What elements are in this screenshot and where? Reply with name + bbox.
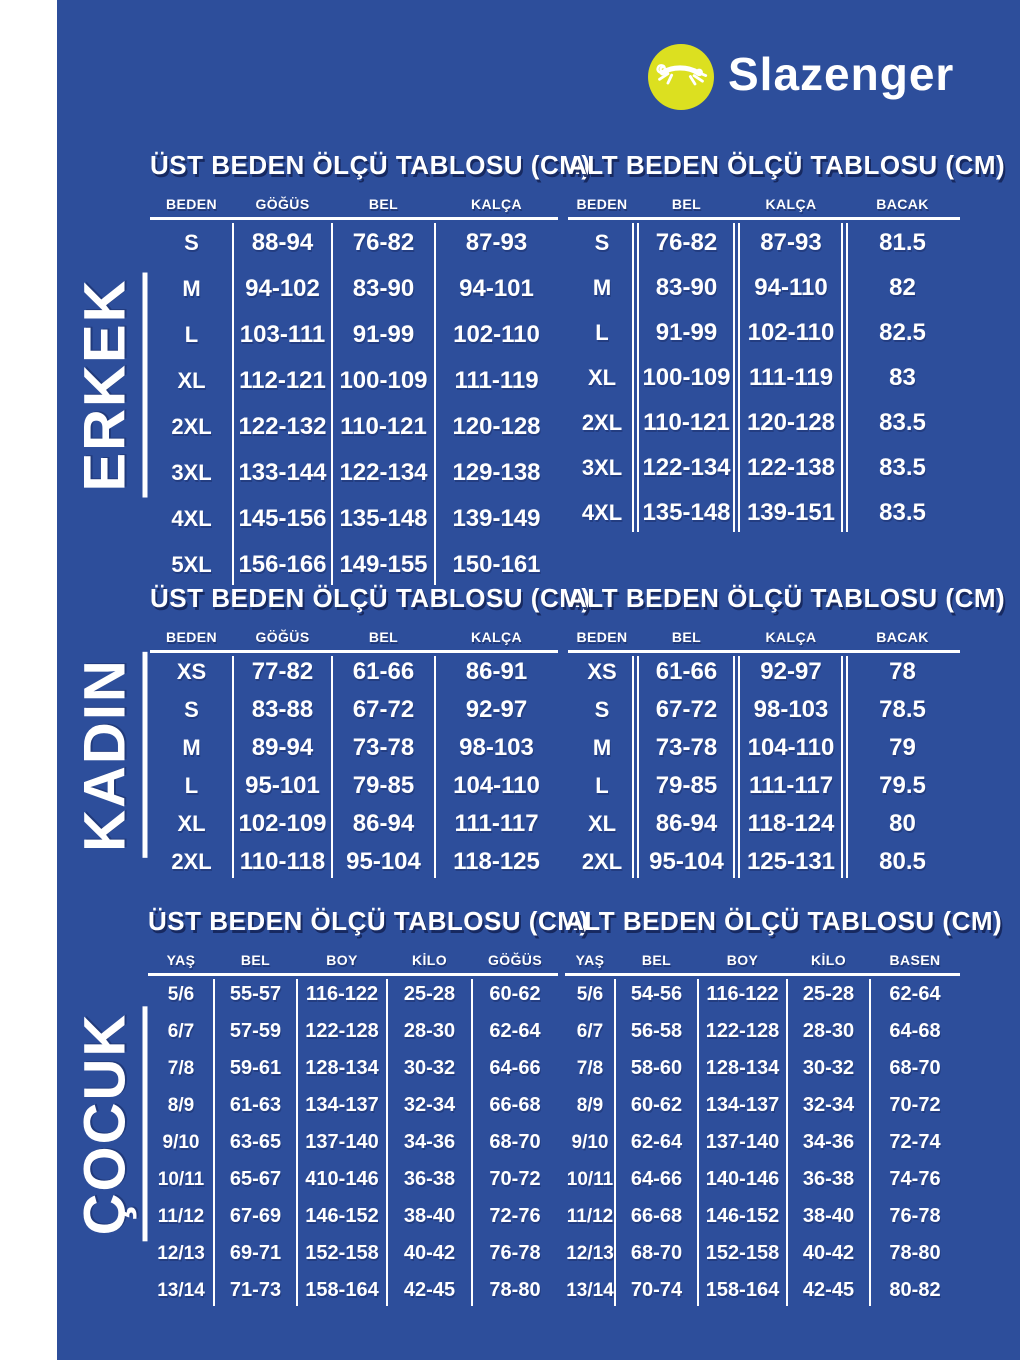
column-header: BEL bbox=[368, 629, 399, 646]
measure-cell: 98-103 bbox=[753, 696, 829, 724]
brand-wordmark: Slazenger bbox=[728, 48, 955, 100]
measure-cell: 68-70 bbox=[489, 1131, 541, 1154]
measure-cell: 65-67 bbox=[229, 1168, 282, 1191]
panther-icon bbox=[653, 60, 709, 94]
measure-cell: 140-146 bbox=[705, 1168, 780, 1191]
measure-cell: 112-121 bbox=[239, 367, 326, 395]
size-cell: 7/8 bbox=[576, 1057, 604, 1079]
measure-cell: 122-134 bbox=[642, 453, 731, 481]
measure-cell: 34-36 bbox=[403, 1131, 456, 1154]
size-cell: 6/7 bbox=[576, 1020, 604, 1042]
column-divider bbox=[869, 979, 871, 1306]
size-cell: 7/8 bbox=[167, 1057, 195, 1079]
measure-cell: 55-57 bbox=[229, 983, 282, 1006]
column-header: BEDEN bbox=[165, 196, 217, 213]
column-header: BEDEN bbox=[576, 629, 628, 646]
measure-cell: 111-119 bbox=[748, 363, 834, 391]
measure-cell: 158-164 bbox=[305, 1279, 379, 1302]
slazenger-logo bbox=[648, 44, 954, 110]
size-cell: M bbox=[592, 735, 612, 761]
measure-cell: 83 bbox=[889, 363, 916, 391]
size-cell: XS bbox=[176, 659, 207, 685]
column-header: KALÇA bbox=[765, 629, 817, 646]
column-header: KALÇA bbox=[765, 196, 817, 213]
column-header: KALÇA bbox=[471, 629, 522, 646]
table-title: ALT BEDEN ÖLÇÜ TABLOSU (CM) bbox=[565, 906, 1003, 936]
column-header: BEL bbox=[240, 952, 271, 969]
measure-cell: 118-125 bbox=[453, 848, 540, 876]
size-cell: L bbox=[184, 322, 199, 348]
size-cell: 9/10 bbox=[571, 1131, 609, 1153]
measure-cell: 120-128 bbox=[746, 408, 836, 436]
column-header: BEL bbox=[671, 196, 702, 213]
column-header: BASEN bbox=[889, 952, 941, 969]
measure-cell: 66-68 bbox=[630, 1205, 683, 1228]
measure-cell: 69-71 bbox=[229, 1242, 282, 1265]
measure-cell: 80-82 bbox=[889, 1279, 941, 1302]
measure-cell: 83-90 bbox=[352, 275, 415, 303]
measure-cell: 122-132 bbox=[238, 413, 327, 441]
measure-cell: 70-72 bbox=[489, 1168, 541, 1191]
measure-cell: 28-30 bbox=[802, 1020, 855, 1043]
measure-cell: 59-61 bbox=[229, 1057, 282, 1080]
measure-cell: 129-138 bbox=[452, 459, 541, 487]
measure-cell: 120-128 bbox=[452, 413, 541, 441]
measure-cell: 79-85 bbox=[352, 772, 415, 800]
size-cell: XL bbox=[177, 811, 206, 837]
measure-cell: 56-58 bbox=[630, 1020, 683, 1043]
measure-cell: 73-78 bbox=[352, 734, 415, 762]
size-cell: L bbox=[184, 773, 199, 799]
column-divider bbox=[232, 656, 234, 878]
column-divider bbox=[697, 979, 699, 1306]
column-header: BEDEN bbox=[165, 629, 217, 646]
table-body bbox=[568, 653, 960, 881]
size-cell: 11/12 bbox=[157, 1205, 205, 1227]
size-cell: 12/13 bbox=[566, 1242, 614, 1264]
measure-cell: 62-64 bbox=[630, 1131, 683, 1154]
measure-cell: 146-152 bbox=[305, 1205, 379, 1228]
column-divider bbox=[733, 223, 740, 532]
measure-cell: 42-45 bbox=[403, 1279, 456, 1302]
measure-cell: 91-99 bbox=[352, 321, 415, 349]
measure-cell: 103-111 bbox=[239, 321, 326, 349]
measure-cell: 118-124 bbox=[747, 810, 835, 838]
column-header: BACAK bbox=[876, 196, 929, 213]
column-divider bbox=[841, 656, 848, 878]
section-label-kadin: KADIN bbox=[77, 652, 148, 858]
section-label-erkek: ERKEK bbox=[77, 272, 148, 497]
measure-cell: 25-28 bbox=[403, 983, 456, 1006]
measure-cell: 86-94 bbox=[352, 810, 415, 838]
measure-cell: 122-134 bbox=[339, 459, 428, 487]
measure-cell: 410-146 bbox=[305, 1168, 379, 1191]
size-cell: 5/6 bbox=[576, 983, 604, 1005]
column-divider bbox=[296, 979, 298, 1306]
size-cell: 2XL bbox=[171, 414, 212, 440]
measure-cell: 128-134 bbox=[305, 1057, 379, 1080]
measure-cell: 80.5 bbox=[879, 848, 926, 876]
size-cell: 8/9 bbox=[167, 1094, 195, 1116]
measure-cell: 122-138 bbox=[746, 453, 836, 481]
measure-cell: 76-82 bbox=[352, 229, 415, 257]
measure-cell: 38-40 bbox=[403, 1205, 456, 1228]
size-cell: 5XL bbox=[171, 552, 212, 578]
column-divider bbox=[614, 979, 616, 1306]
column-header: BOY bbox=[326, 952, 358, 969]
measure-cell: 83.5 bbox=[879, 408, 926, 436]
table-kadin-alt bbox=[568, 583, 1006, 881]
measure-cell: 78 bbox=[889, 658, 916, 686]
size-cell: XL bbox=[587, 364, 617, 390]
size-cell: M bbox=[182, 735, 201, 761]
table-body bbox=[150, 653, 558, 881]
measure-cell: 70-74 bbox=[630, 1279, 683, 1302]
size-cell: S bbox=[594, 697, 610, 723]
measure-cell: 88-94 bbox=[251, 229, 314, 257]
measure-cell: 34-36 bbox=[802, 1131, 855, 1154]
measure-cell: 57-59 bbox=[229, 1020, 282, 1043]
table-header-row bbox=[148, 946, 558, 968]
table-header-row bbox=[150, 190, 558, 212]
column-divider bbox=[213, 979, 215, 1306]
measure-cell: 61-63 bbox=[229, 1094, 282, 1117]
table-title: ÜST BEDEN ÖLÇÜ TABLOSU (CM) bbox=[150, 150, 591, 180]
column-divider bbox=[331, 656, 333, 878]
column-header: GÖĞÜS bbox=[255, 629, 310, 646]
measure-cell: 135-148 bbox=[642, 498, 731, 526]
column-header: BEL bbox=[368, 196, 399, 213]
table-body bbox=[568, 220, 960, 535]
column-header: YAŞ bbox=[166, 952, 196, 969]
measure-cell: 94-102 bbox=[245, 275, 320, 303]
measure-cell: 79-85 bbox=[655, 772, 718, 800]
measure-cell: 38-40 bbox=[802, 1205, 855, 1228]
column-divider bbox=[632, 223, 639, 532]
measure-cell: 64-66 bbox=[489, 1057, 541, 1080]
table-header-row bbox=[150, 623, 558, 645]
measure-cell: 74-76 bbox=[889, 1168, 941, 1191]
measure-cell: 122-128 bbox=[305, 1020, 379, 1043]
measure-cell: 94-110 bbox=[754, 273, 828, 301]
measure-cell: 134-137 bbox=[305, 1094, 379, 1117]
column-divider bbox=[331, 223, 333, 585]
measure-cell: 110-121 bbox=[340, 413, 427, 441]
column-header: BOY bbox=[726, 952, 759, 969]
measure-cell: 64-66 bbox=[630, 1168, 683, 1191]
column-header: KALÇA bbox=[471, 196, 522, 213]
column-divider bbox=[841, 223, 848, 532]
column-divider bbox=[471, 979, 473, 1306]
table-header-row bbox=[568, 190, 960, 212]
measure-cell: 72-76 bbox=[489, 1205, 541, 1228]
table-erkek-alt bbox=[568, 150, 1006, 535]
size-cell: 6/7 bbox=[167, 1020, 195, 1042]
column-header: YAŞ bbox=[575, 952, 605, 969]
size-cell: 3XL bbox=[581, 454, 623, 480]
column-header: BEL bbox=[671, 629, 702, 646]
column-header: BACAK bbox=[876, 629, 929, 646]
size-cell: 2XL bbox=[581, 409, 623, 435]
table-title: ALT BEDEN ÖLÇÜ TABLOSU (CM) bbox=[568, 583, 1006, 613]
measure-cell: 61-66 bbox=[655, 658, 718, 686]
measure-cell: 54-56 bbox=[630, 983, 683, 1006]
measure-cell: 135-148 bbox=[339, 505, 428, 533]
measure-cell: 32-34 bbox=[403, 1094, 456, 1117]
measure-cell: 32-34 bbox=[802, 1094, 855, 1117]
measure-cell: 80 bbox=[889, 810, 916, 838]
size-cell: 8/9 bbox=[576, 1094, 604, 1116]
size-cell: S bbox=[594, 229, 610, 255]
measure-cell: 158-164 bbox=[705, 1279, 780, 1302]
measure-cell: 83.5 bbox=[879, 453, 926, 481]
measure-cell: 83-88 bbox=[251, 696, 314, 724]
measure-cell: 146-152 bbox=[705, 1205, 780, 1228]
measure-cell: 61-66 bbox=[352, 658, 415, 686]
measure-cell: 76-78 bbox=[889, 1205, 941, 1228]
measure-cell: 79 bbox=[889, 734, 916, 762]
size-cell: 4XL bbox=[171, 506, 212, 532]
measure-cell: 134-137 bbox=[705, 1094, 780, 1117]
size-cell: 9/10 bbox=[162, 1131, 200, 1153]
measure-cell: 42-45 bbox=[802, 1279, 855, 1302]
measure-cell: 110-118 bbox=[239, 848, 326, 876]
measure-cell: 76-78 bbox=[489, 1242, 541, 1265]
table-header-row bbox=[565, 946, 960, 968]
measure-cell: 111-117 bbox=[454, 810, 539, 838]
column-header: GÖĞÜS bbox=[487, 952, 543, 969]
measure-cell: 68-70 bbox=[630, 1242, 683, 1265]
size-cell: 11/12 bbox=[566, 1205, 614, 1227]
size-cell: 2XL bbox=[171, 849, 212, 875]
measure-cell: 28-30 bbox=[403, 1020, 456, 1043]
measure-cell: 111-119 bbox=[454, 367, 539, 395]
column-divider bbox=[386, 979, 388, 1306]
measure-cell: 40-42 bbox=[403, 1242, 456, 1265]
size-cell: S bbox=[184, 230, 199, 256]
measure-cell: 87-93 bbox=[760, 228, 822, 256]
measure-cell: 68-70 bbox=[889, 1057, 941, 1080]
measure-cell: 86-91 bbox=[465, 658, 528, 686]
measure-cell: 95-104 bbox=[649, 848, 724, 876]
measure-cell: 152-158 bbox=[705, 1242, 780, 1265]
section-label-cocuk: ÇOCUK bbox=[77, 1007, 148, 1242]
measure-cell: 25-28 bbox=[802, 983, 855, 1006]
logo-circle bbox=[648, 44, 714, 110]
table-body bbox=[150, 220, 558, 588]
table-erkek-ust bbox=[150, 150, 591, 588]
measure-cell: 152-158 bbox=[305, 1242, 379, 1265]
column-divider bbox=[434, 656, 436, 878]
table-title: ÜST BEDEN ÖLÇÜ TABLOSU (CM) bbox=[148, 906, 589, 936]
measure-cell: 71-73 bbox=[229, 1279, 282, 1302]
size-cell: XL bbox=[177, 368, 206, 394]
measure-cell: 102-109 bbox=[238, 810, 327, 838]
measure-cell: 67-72 bbox=[352, 696, 415, 724]
column-divider bbox=[232, 223, 234, 585]
size-cell: 13/14 bbox=[566, 1279, 614, 1301]
size-cell: XL bbox=[587, 811, 617, 837]
measure-cell: 149-155 bbox=[339, 551, 428, 579]
measure-cell: 104-110 bbox=[453, 772, 540, 800]
size-cell: 13/14 bbox=[157, 1279, 205, 1301]
measure-cell: 73-78 bbox=[655, 734, 718, 762]
measure-cell: 40-42 bbox=[802, 1242, 855, 1265]
column-divider bbox=[786, 979, 788, 1306]
measure-cell: 150-161 bbox=[452, 551, 541, 579]
measure-cell: 139-151 bbox=[746, 498, 836, 526]
size-cell: 5/6 bbox=[167, 983, 195, 1005]
measure-cell: 77-82 bbox=[251, 658, 314, 686]
measure-cell: 92-97 bbox=[760, 658, 822, 686]
measure-cell: 102-110 bbox=[453, 321, 540, 349]
measure-cell: 89-94 bbox=[251, 734, 314, 762]
measure-cell: 63-65 bbox=[229, 1131, 282, 1154]
measure-cell: 91-99 bbox=[655, 318, 718, 346]
measure-cell: 30-32 bbox=[403, 1057, 456, 1080]
table-kadin-ust bbox=[150, 583, 591, 881]
measure-cell: 137-140 bbox=[705, 1131, 780, 1154]
column-header: KİLO bbox=[411, 952, 448, 969]
size-cell: L bbox=[595, 319, 609, 345]
measure-cell: 78-80 bbox=[489, 1279, 541, 1302]
measure-cell: 86-94 bbox=[655, 810, 718, 838]
table-title: ÜST BEDEN ÖLÇÜ TABLOSU (CM) bbox=[150, 583, 591, 613]
measure-cell: 145-156 bbox=[238, 505, 327, 533]
measure-cell: 94-101 bbox=[459, 275, 534, 303]
size-cell: 4XL bbox=[581, 499, 623, 525]
measure-cell: 81.5 bbox=[879, 228, 926, 256]
measure-cell: 125-131 bbox=[746, 848, 836, 876]
measure-cell: 70-72 bbox=[889, 1094, 941, 1117]
column-divider bbox=[434, 223, 436, 585]
measure-cell: 78.5 bbox=[879, 696, 926, 724]
size-cell: 2XL bbox=[581, 849, 623, 875]
measure-cell: 60-62 bbox=[630, 1094, 683, 1117]
measure-cell: 116-122 bbox=[706, 983, 779, 1006]
measure-cell: 62-64 bbox=[489, 1020, 541, 1043]
measure-cell: 76-82 bbox=[655, 228, 718, 256]
measure-cell: 156-166 bbox=[238, 551, 327, 579]
size-cell: S bbox=[184, 697, 199, 723]
column-header: BEL bbox=[641, 952, 672, 969]
column-header: BEDEN bbox=[576, 196, 628, 213]
size-cell: XS bbox=[587, 659, 617, 685]
table-body bbox=[565, 976, 960, 1309]
size-cell: 10/11 bbox=[566, 1168, 614, 1190]
table-cocuk-alt bbox=[565, 906, 1003, 1309]
column-header: KİLO bbox=[810, 952, 847, 969]
measure-cell: 116-122 bbox=[305, 983, 379, 1006]
measure-cell: 82 bbox=[889, 273, 916, 301]
measure-cell: 83.5 bbox=[879, 498, 926, 526]
measure-cell: 122-128 bbox=[705, 1020, 780, 1043]
measure-cell: 100-109 bbox=[642, 363, 731, 391]
column-divider bbox=[632, 656, 639, 878]
measure-cell: 62-64 bbox=[889, 983, 941, 1006]
table-cocuk-ust bbox=[148, 906, 589, 1309]
measure-cell: 79.5 bbox=[879, 772, 926, 800]
measure-cell: 72-74 bbox=[889, 1131, 941, 1154]
measure-cell: 58-60 bbox=[630, 1057, 683, 1080]
measure-cell: 87-93 bbox=[465, 229, 528, 257]
measure-cell: 36-38 bbox=[403, 1168, 456, 1191]
table-title: ALT BEDEN ÖLÇÜ TABLOSU (CM) bbox=[568, 150, 1006, 180]
measure-cell: 104-110 bbox=[747, 734, 835, 762]
measure-cell: 111-117 bbox=[748, 772, 834, 800]
measure-cell: 92-97 bbox=[465, 696, 528, 724]
measure-cell: 60-62 bbox=[489, 983, 541, 1006]
table-header-row bbox=[568, 623, 960, 645]
size-cell: 10/11 bbox=[157, 1168, 205, 1190]
column-header: GÖĞÜS bbox=[255, 196, 310, 213]
column-divider bbox=[733, 656, 740, 878]
measure-cell: 64-68 bbox=[889, 1020, 941, 1043]
measure-cell: 95-101 bbox=[245, 772, 320, 800]
measure-cell: 139-149 bbox=[452, 505, 541, 533]
size-cell: 12/13 bbox=[157, 1242, 205, 1264]
measure-cell: 102-110 bbox=[747, 318, 835, 346]
measure-cell: 133-144 bbox=[238, 459, 327, 487]
measure-cell: 110-121 bbox=[643, 408, 730, 436]
size-cell: L bbox=[595, 773, 609, 799]
size-cell: M bbox=[592, 274, 612, 300]
measure-cell: 128-134 bbox=[705, 1057, 780, 1080]
measure-cell: 82.5 bbox=[879, 318, 926, 346]
measure-cell: 36-38 bbox=[802, 1168, 855, 1191]
measure-cell: 67-72 bbox=[655, 696, 718, 724]
measure-cell: 67-69 bbox=[229, 1205, 282, 1228]
size-cell: 3XL bbox=[171, 460, 212, 486]
measure-cell: 95-104 bbox=[346, 848, 421, 876]
table-body bbox=[148, 976, 558, 1309]
measure-cell: 83-90 bbox=[655, 273, 718, 301]
measure-cell: 78-80 bbox=[889, 1242, 941, 1265]
measure-cell: 98-103 bbox=[459, 734, 534, 762]
measure-cell: 137-140 bbox=[305, 1131, 379, 1154]
measure-cell: 30-32 bbox=[802, 1057, 855, 1080]
measure-cell: 66-68 bbox=[489, 1094, 541, 1117]
measure-cell: 100-109 bbox=[339, 367, 428, 395]
size-cell: M bbox=[182, 276, 201, 302]
